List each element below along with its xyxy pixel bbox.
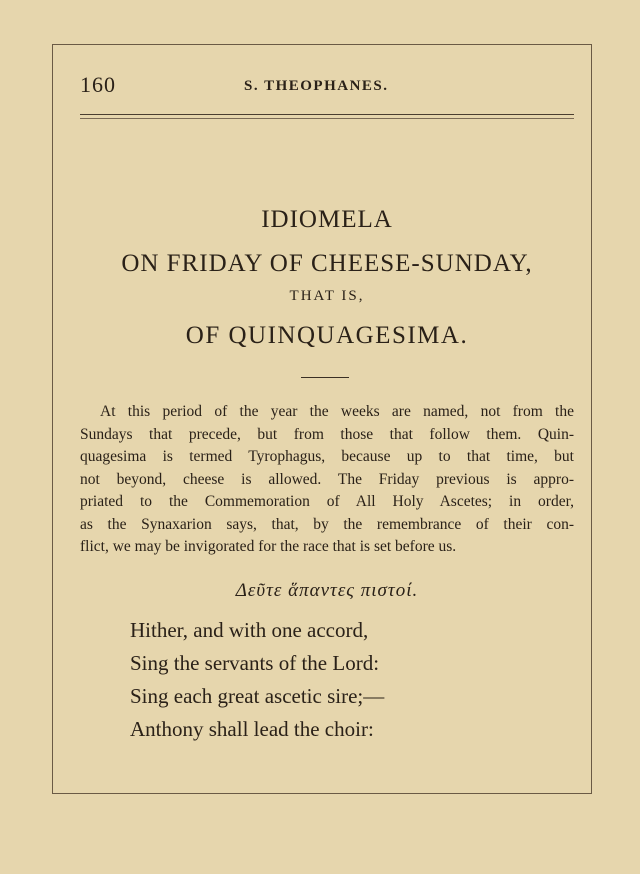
title-line-1: IDIOMELA [261, 206, 393, 233]
verse-line: Hither, and with one accord, [130, 618, 369, 642]
greek-incipit: Δεῦτε ἅπαντες πιστοί. [235, 580, 419, 601]
verse-line: Sing the servants of the Lord: [130, 651, 380, 675]
prose-line: priated to the Commemoration of All Holy Ascetes; in order, [80, 493, 574, 510]
header-rule [80, 114, 574, 115]
prose-line: not beyond, cheese is allowed. The Friday previous is appro- [80, 470, 574, 488]
prose-line: Sundays that precede, but from those that follow them. Quin- [80, 425, 574, 443]
running-title: S. THEOPHANES. [244, 78, 389, 94]
running-head [80, 72, 566, 100]
introductory-paragraph [80, 401, 574, 559]
title-line-3: THAT IS, [289, 288, 365, 304]
page-number: 160 [80, 72, 116, 97]
prose-line: quagesima is termed Tyrophagus, because up to that time, but [80, 448, 574, 465]
prose-line: flict, we may be invigorated for the race that is set before us. [80, 538, 457, 555]
verse-line: Anthony shall lead the choir: [130, 717, 374, 741]
section-divider [301, 377, 349, 378]
header-rule-secondary [80, 118, 574, 119]
title-line-4: OF QUINQUAGESIMA. [185, 322, 469, 349]
prose-line: as the Synaxarion says, that, by the remembrance of their con- [80, 515, 574, 533]
verse-line: Sing each great ascetic sire;— [130, 684, 385, 708]
prose-line: At this period of the year the weeks are named, not from the [100, 403, 574, 420]
hymn-verse [130, 614, 384, 746]
title-line-2: ON FRIDAY OF CHEESE-SUNDAY, [121, 250, 533, 277]
